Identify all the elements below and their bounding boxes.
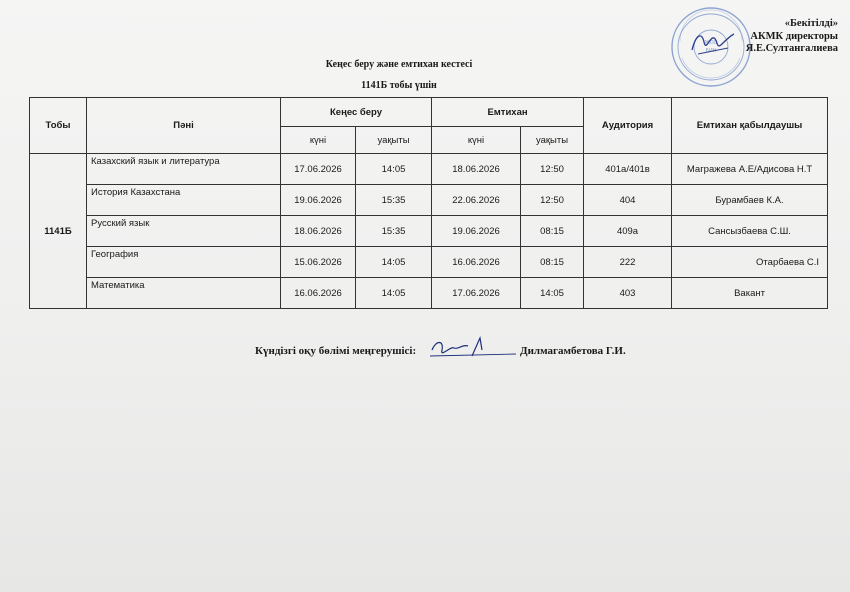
header-group: Тобы [30,98,87,154]
svg-text:ЖОО: ЖОО [704,40,718,46]
head-of-department-name: Дилмагамбетова Г.И. [520,345,626,357]
table-row [30,247,828,278]
examiner-cell: Бурамбаев К.А. [672,185,828,216]
table-row [30,216,828,247]
header-examiner: Емтихан қабылдаушы [672,98,828,154]
subject-cell: Математика [87,278,281,309]
auditorium-cell: 403 [584,278,672,309]
table-header-row [30,98,828,127]
header-consult: Кеңес беру [281,98,432,127]
examiner-cell: Вакант [672,278,828,309]
exam-time-cell: 08:15 [521,216,584,247]
exam-time-cell: 14:05 [521,278,584,309]
approval-line-2: АКМК директоры [750,30,838,42]
auditorium-cell: 222 [584,247,672,278]
approval-block [746,18,838,56]
auditorium-cell: 401а/401в [584,154,672,185]
exam-date-cell: 22.06.2026 [432,185,521,216]
group-cell: 1141Б [30,154,87,309]
consult-time-cell: 15:35 [356,216,432,247]
header-auditorium: Аудитория [584,98,672,154]
consult-date-cell: 18.06.2026 [281,216,356,247]
table-row [30,154,828,185]
header-exam: Емтихан [432,98,584,127]
exam-time-cell: 08:15 [521,247,584,278]
header-subject: Пәні [87,98,281,154]
exam-time-cell: 12:50 [521,154,584,185]
consult-time-cell: 14:05 [356,247,432,278]
consult-date-cell: 19.06.2026 [281,185,356,216]
consult-date-cell: 17.06.2026 [281,154,356,185]
director-signature-icon [688,28,736,58]
header-exam-date: күні [432,127,521,154]
auditorium-cell: 409а [584,216,672,247]
approval-line-1: «Бекітілді» [784,18,838,29]
exam-date-cell: 19.06.2026 [432,216,521,247]
subject-cell: История Казахстана [87,185,281,216]
exam-date-cell: 18.06.2026 [432,154,521,185]
table-row [30,185,828,216]
consult-time-cell: 14:05 [356,154,432,185]
svg-text:БИН: БИН [705,48,717,54]
subject-cell: Казахский язык и литература [87,154,281,185]
header-consult-time: уақыты [356,127,432,154]
exam-date-cell: 17.06.2026 [432,278,521,309]
auditorium-cell: 404 [584,185,672,216]
consult-date-cell: 16.06.2026 [281,278,356,309]
head-of-department-label: Күндізгі оқу бөлімі меңгерушісі: [255,345,417,357]
exam-time-cell: 12:50 [521,185,584,216]
subject-cell: Русский язык [87,216,281,247]
header-exam-time: уақыты [521,127,584,154]
head-signature-icon [428,336,518,360]
table-row [30,278,828,309]
document-subtitle: 1141Б тобы үшін [361,80,437,91]
schedule-table [29,97,828,309]
header-consult-date: күні [281,127,356,154]
exam-date-cell: 16.06.2026 [432,247,521,278]
consult-date-cell: 15.06.2026 [281,247,356,278]
approval-line-3: Я.Е.Султангалиева [745,43,838,54]
document-title: Кеңес беру және емтихан кестесі [325,59,473,70]
examiner-cell: Магражева А.Е/Адисова Н.Т [672,154,828,185]
subject-cell: География [87,247,281,278]
consult-time-cell: 14:05 [356,278,432,309]
examiner-cell: Отарбаева С.І [672,247,828,278]
consult-time-cell: 15:35 [356,185,432,216]
examiner-cell: Сансызбаева С.Ш. [672,216,828,247]
